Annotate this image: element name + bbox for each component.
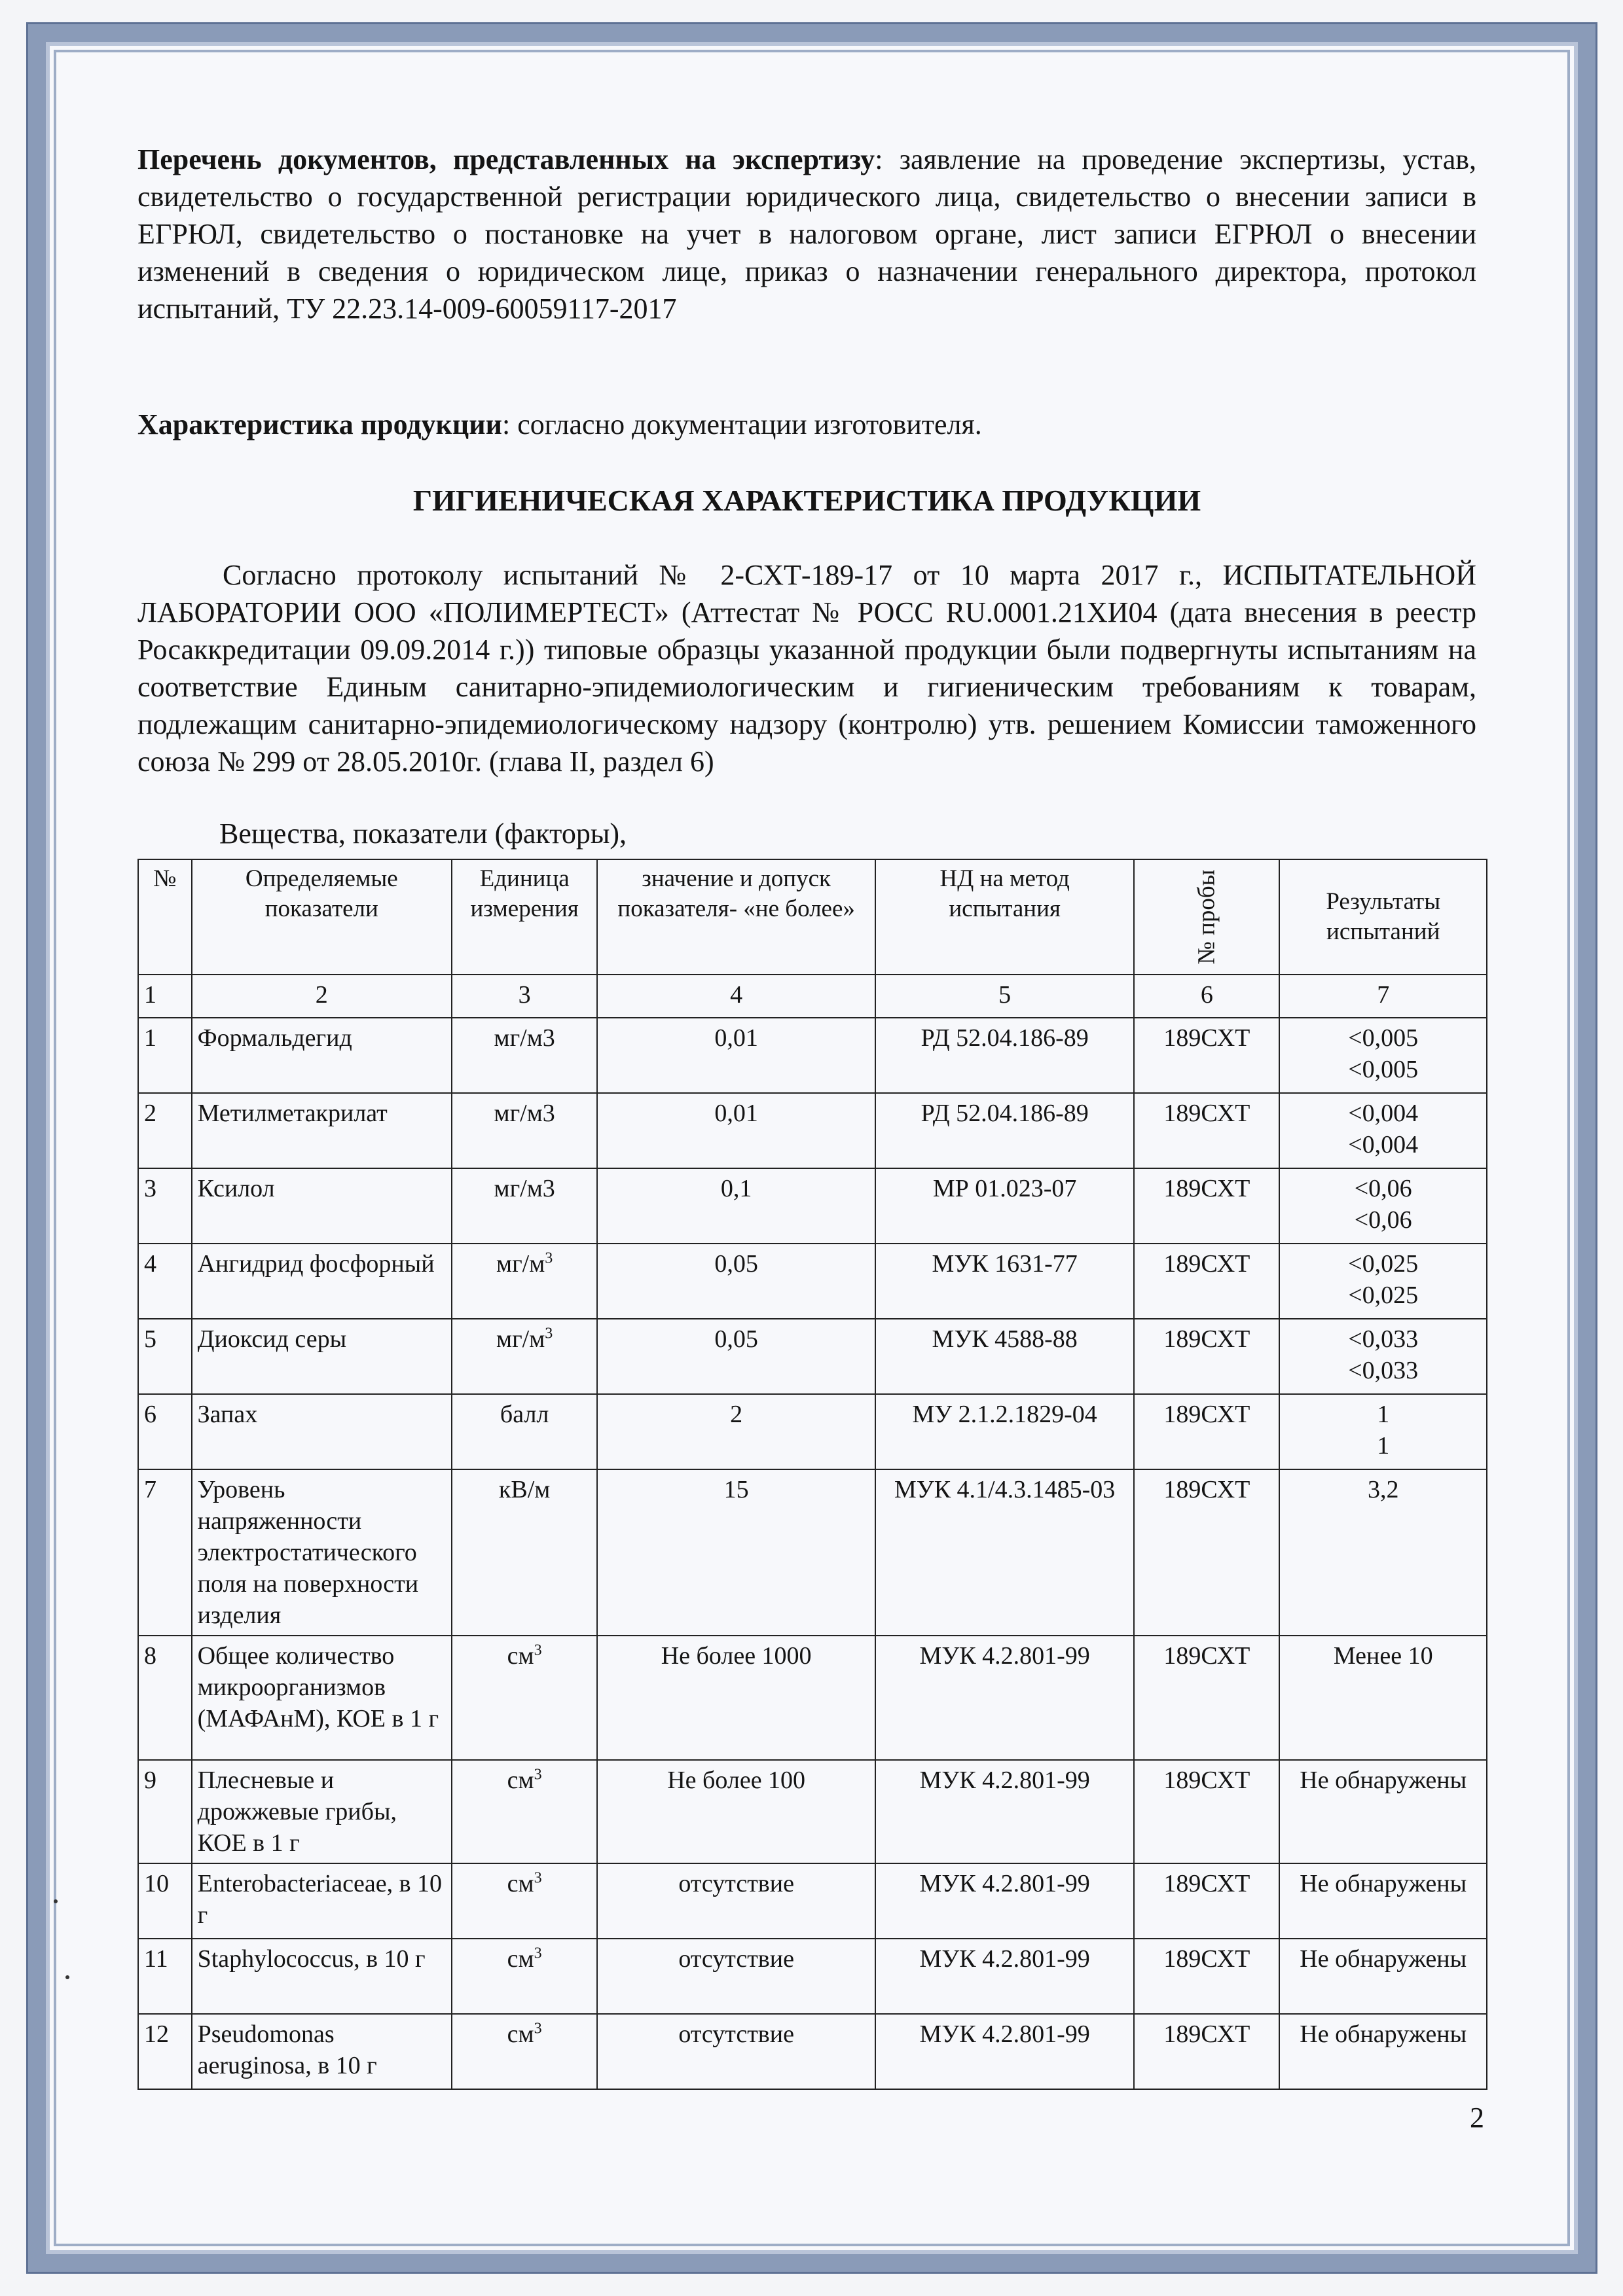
- scan-speck: [54, 1899, 58, 1903]
- result-cell-text: <0,005 <0,005: [1348, 1024, 1419, 1083]
- unit-cell: [452, 1939, 597, 2014]
- row-number: [138, 1939, 192, 2014]
- method-cell-text: РД 52.04.186-89: [921, 1024, 1089, 1052]
- results-table: [137, 859, 1487, 2090]
- method-cell-text: МУ 2.1.2.1829-04: [912, 1401, 1097, 1428]
- unit-cell: [452, 1469, 597, 1636]
- row-number-text: 4: [144, 1250, 156, 1278]
- result-cell-text: Менее 10: [1333, 1642, 1433, 1670]
- unit-cell-text: см: [507, 1870, 534, 1897]
- limit-cell: [597, 1760, 875, 1863]
- result-cell: [1279, 1018, 1487, 1093]
- unit-superscript: 3: [545, 1325, 553, 1342]
- indicator-name-text: Общее количество микроорганизмов (МАФАнМ), КОЕ в 1 г: [197, 1642, 439, 1732]
- sample-cell: [1134, 1168, 1279, 1244]
- unit-cell-text: кВ/м: [498, 1476, 551, 1503]
- result-cell-text: Не обнаружены: [1300, 1945, 1467, 1973]
- row-number: [138, 1018, 192, 1093]
- unit-cell: [452, 2014, 597, 2089]
- result-cell-text: Не обнаружены: [1300, 2020, 1467, 2048]
- sample-cell-text: 189СХТ: [1163, 1945, 1250, 1973]
- column-number: 4: [597, 975, 875, 1018]
- column-number: 7: [1279, 975, 1487, 1018]
- method-cell: [875, 2014, 1134, 2089]
- row-number: [138, 1760, 192, 1863]
- row-number-text: 1: [144, 1024, 156, 1052]
- limit-cell: [597, 1319, 875, 1394]
- limit-cell-text: 0,05: [714, 1250, 758, 1278]
- unit-cell: [452, 1863, 597, 1939]
- indicator-name: [192, 1760, 452, 1863]
- unit-cell: [452, 1636, 597, 1760]
- row-number: [138, 1168, 192, 1244]
- limit-cell: [597, 1168, 875, 1244]
- sample-cell: [1134, 1469, 1279, 1636]
- sample-cell: [1134, 1863, 1279, 1939]
- indicator-name: [192, 1018, 452, 1093]
- indicator-name-text: Диоксид серы: [197, 1325, 347, 1353]
- method-cell: [875, 1168, 1134, 1244]
- method-cell-text: РД 52.04.186-89: [921, 1100, 1089, 1127]
- indicator-name-text: Enterobacteriaceae, в 10 г: [197, 1870, 443, 1929]
- limit-cell-text: отсутствие: [678, 1870, 794, 1897]
- sample-cell: [1134, 1018, 1279, 1093]
- result-cell-text: 3,2: [1367, 1476, 1399, 1503]
- table-row: [138, 1168, 1487, 1244]
- sample-cell: [1134, 1939, 1279, 2014]
- sample-cell: [1134, 1636, 1279, 1760]
- column-number: 2: [192, 975, 452, 1018]
- unit-cell: [452, 1093, 597, 1168]
- row-number: [138, 1863, 192, 1939]
- sample-cell-text: 189СХТ: [1163, 1767, 1250, 1794]
- row-number-text: 2: [144, 1100, 156, 1127]
- row-number-text: 7: [144, 1476, 156, 1503]
- table-row: [138, 1939, 1487, 2014]
- column-number: 3: [452, 975, 597, 1018]
- limit-cell: [597, 1636, 875, 1760]
- result-cell-text: <0,025 <0,025: [1348, 1250, 1419, 1309]
- indicator-name: [192, 1093, 452, 1168]
- method-cell-text: МУК 4.2.801-99: [919, 1642, 1090, 1670]
- row-number: [138, 1244, 192, 1319]
- row-number-text: 11: [144, 1945, 168, 1973]
- result-cell: [1279, 1863, 1487, 1939]
- product-text: : согласно документации изготовителя.: [501, 408, 982, 440]
- section-heading: ГИГИЕНИЧЕСКАЯ ХАРАКТЕРИСТИКА ПРОДУКЦИИ: [412, 484, 1201, 517]
- indicator-name: [192, 1319, 452, 1394]
- method-cell-text: МУК 4.2.801-99: [919, 2020, 1090, 2048]
- column-number: 1: [138, 975, 192, 1018]
- indicator-name: [192, 1394, 452, 1469]
- sample-cell-text: 189СХТ: [1163, 1250, 1250, 1278]
- unit-cell-text: мг/м3: [494, 1100, 555, 1127]
- result-cell: [1279, 1093, 1487, 1168]
- indicator-name-text: Метилметакрилат: [197, 1100, 388, 1127]
- result-cell-text: <0,06 <0,06: [1354, 1175, 1412, 1234]
- row-number: [138, 1469, 192, 1636]
- documents-text: : заявление на проведение экспертизы, устав, свидетельство о государственной регистрации юридического лица, свидетельство о внесении записи в ЕГРЮЛ, свидетельство о постановке на учет в налоговом органе, лист записи ЕГРЮЛ о внесении изменений в сведения о юридическом лице, приказ о назначении генерального директора, протокол испытаний, ТУ 22.23.14-009-60059117-2017: [137, 143, 1476, 325]
- result-cell-text: Не обнаружены: [1300, 1870, 1467, 1897]
- scan-speck: [65, 1975, 69, 1979]
- unit-cell: [452, 1018, 597, 1093]
- result-cell: [1279, 1636, 1487, 1760]
- result-cell: [1279, 1244, 1487, 1319]
- page-number: 2: [1470, 2102, 1484, 2134]
- sample-cell-text: 189СХТ: [1163, 2020, 1250, 2048]
- limit-cell-text: 2: [730, 1401, 743, 1428]
- header-cell: [1134, 859, 1279, 975]
- header-cell: №: [138, 859, 192, 975]
- indicator-name-text: Плесневые и дрожжевые грибы, КОЕ в 1 г: [197, 1767, 397, 1857]
- sample-cell-text: 189СХТ: [1163, 1325, 1250, 1353]
- unit-cell-text: мг/м: [496, 1325, 545, 1353]
- row-number: [138, 2014, 192, 2089]
- unit-cell-text: см: [507, 1945, 534, 1973]
- indicator-name-text: Запах: [197, 1401, 258, 1428]
- result-cell: [1279, 2014, 1487, 2089]
- unit-cell: [452, 1244, 597, 1319]
- product-paragraph: [137, 406, 1476, 443]
- unit-superscript: 3: [534, 1766, 542, 1784]
- indicator-name: [192, 1168, 452, 1244]
- sample-cell-text: 189СХТ: [1163, 1024, 1250, 1052]
- unit-superscript: 3: [534, 1945, 542, 1962]
- unit-superscript: 3: [534, 1869, 542, 1887]
- row-number: [138, 1636, 192, 1760]
- row-number-text: 10: [144, 1870, 169, 1897]
- unit-cell-text: мг/м: [496, 1250, 545, 1278]
- method-cell-text: МУК 4.2.801-99: [919, 1945, 1090, 1973]
- result-cell: [1279, 1760, 1487, 1863]
- sample-cell: [1134, 2014, 1279, 2089]
- method-cell-text: МУК 4.1/4.3.1485-03: [894, 1476, 1116, 1503]
- limit-cell: [597, 1863, 875, 1939]
- result-cell-text: <0,033 <0,033: [1348, 1325, 1419, 1384]
- table-header-row: [138, 859, 1487, 975]
- result-cell-text: <0,004 <0,004: [1348, 1100, 1419, 1158]
- limit-cell-text: Не более 100: [667, 1767, 806, 1794]
- method-cell-text: МР 01.023-07: [932, 1175, 1077, 1202]
- method-cell-text: МУК 4588-88: [932, 1325, 1078, 1353]
- indicator-name-text: Pseudomonas aeruginosa, в 10 г: [197, 2020, 377, 2079]
- table-row: [138, 1760, 1487, 1863]
- unit-superscript: 3: [545, 1249, 553, 1267]
- method-cell: [875, 1018, 1134, 1093]
- method-cell: [875, 1636, 1134, 1760]
- unit-cell-text: см: [507, 1642, 534, 1670]
- row-number-text: 8: [144, 1642, 156, 1670]
- unit-superscript: 3: [534, 1641, 542, 1659]
- indicator-name: [192, 2014, 452, 2089]
- unit-cell-text: см: [507, 2020, 534, 2048]
- column-number-row: [138, 975, 1487, 1018]
- unit-cell-text: мг/м3: [494, 1024, 555, 1052]
- result-cell: [1279, 1939, 1487, 2014]
- row-number-text: 3: [144, 1175, 156, 1202]
- unit-cell-text: см: [507, 1767, 534, 1794]
- sample-cell: [1134, 1319, 1279, 1394]
- limit-cell-text: 0,1: [720, 1175, 752, 1202]
- limit-cell-text: Не более 1000: [661, 1642, 812, 1670]
- method-cell-text: МУК 1631-77: [932, 1250, 1078, 1278]
- sample-cell: [1134, 1244, 1279, 1319]
- header-cell: НД на метод испытания: [875, 859, 1134, 975]
- unit-cell: [452, 1168, 597, 1244]
- limit-cell-text: 15: [723, 1476, 749, 1503]
- limit-cell: [597, 1939, 875, 2014]
- method-cell: [875, 1319, 1134, 1394]
- table-row: [138, 1394, 1487, 1469]
- sample-cell: [1134, 1760, 1279, 1863]
- limit-cell-text: 0,05: [714, 1325, 758, 1353]
- limit-cell: [597, 1244, 875, 1319]
- sample-cell-text: 189СХТ: [1163, 1476, 1250, 1503]
- indicator-name: [192, 1244, 452, 1319]
- limit-cell-text: 0,01: [714, 1024, 758, 1052]
- method-cell: [875, 1093, 1134, 1168]
- result-cell-text: 1 1: [1377, 1401, 1390, 1460]
- table-row: [138, 1093, 1487, 1168]
- documents-label: Перечень документов, представленных на экспертизу: [137, 143, 875, 175]
- method-cell: [875, 1939, 1134, 2014]
- indicator-name-text: Формальдегид: [197, 1024, 352, 1052]
- row-number-text: 5: [144, 1325, 156, 1353]
- indicator-name: [192, 1636, 452, 1760]
- method-cell: [875, 1863, 1134, 1939]
- unit-cell-text: мг/м3: [494, 1175, 555, 1202]
- method-cell: [875, 1760, 1134, 1863]
- table-row: [138, 1319, 1487, 1394]
- row-number-text: 12: [144, 2020, 169, 2048]
- header-cell: Определяемые показатели: [192, 859, 452, 975]
- table-row: [138, 1863, 1487, 1939]
- sample-cell-text: 189СХТ: [1163, 1642, 1250, 1670]
- unit-cell: [452, 1760, 597, 1863]
- header-cell: Результаты испытаний: [1279, 859, 1487, 975]
- indicator-name: [192, 1469, 452, 1636]
- table-row: [138, 1469, 1487, 1636]
- sample-cell: [1134, 1394, 1279, 1469]
- substances-caption: Вещества, показатели (факторы),: [219, 817, 627, 850]
- limit-cell-text: отсутствие: [678, 2020, 794, 2048]
- limit-cell-text: 0,01: [714, 1100, 758, 1127]
- indicator-name: [192, 1863, 452, 1939]
- method-cell: [875, 1244, 1134, 1319]
- unit-cell: [452, 1319, 597, 1394]
- unit-cell: [452, 1394, 597, 1469]
- indicator-name: [192, 1939, 452, 2014]
- result-cell: [1279, 1319, 1487, 1394]
- result-cell: [1279, 1469, 1487, 1636]
- limit-cell: [597, 1018, 875, 1093]
- unit-superscript: 3: [534, 2020, 542, 2037]
- unit-cell-text: балл: [500, 1401, 549, 1428]
- result-cell: [1279, 1394, 1487, 1469]
- indicator-name-text: Ксилол: [197, 1175, 275, 1202]
- table-row: [138, 1018, 1487, 1093]
- product-label: Характеристика продукции: [137, 408, 502, 440]
- header-cell: Единица измерения: [452, 859, 597, 975]
- protocol-paragraph: Согласно протоколу испытаний № 2-СХТ-189-17 от 10 марта 2017 г., ИСПЫТАТЕЛЬНОЙ ЛАБОРАТОРИИ ООО «ПОЛИМЕРТЕСТ» (Аттестат № РОСС RU.0001.21ХИ04 (дата внесения в реестр Росаккредитации 09.09.2014 г.)) типовые образцы указанной продукции были подвергнуты испытаниям на соответствие Единым санитарно-эпидемиологическим и гигиеническим требованиям к товарам, подлежащим санитарно-эпидемиологическому надзору (контролю) утв. решением Комиссии таможенного союза № 299 от 28.05.2010г. (глава II, раздел 6): [137, 559, 1476, 778]
- indicator-name-text: Staphylococcus, в 10 г: [197, 1945, 426, 1973]
- limit-cell: [597, 1394, 875, 1469]
- header-cell: значение и допуск показателя- «не более»: [597, 859, 875, 975]
- result-cell: [1279, 1168, 1487, 1244]
- row-number: [138, 1394, 192, 1469]
- method-cell: [875, 1469, 1134, 1636]
- sample-cell-text: 189СХТ: [1163, 1870, 1250, 1897]
- result-cell-text: Не обнаружены: [1300, 1767, 1467, 1794]
- limit-cell: [597, 2014, 875, 2089]
- documents-paragraph: [137, 141, 1476, 327]
- sample-cell-text: 189СХТ: [1163, 1401, 1250, 1428]
- limit-cell: [597, 1093, 875, 1168]
- indicator-name-text: Ангидрид фосфорный: [197, 1250, 435, 1278]
- method-cell-text: МУК 4.2.801-99: [919, 1767, 1090, 1794]
- method-cell-text: МУК 4.2.801-99: [919, 1870, 1090, 1897]
- indicator-name-text: Уровень напряженности электростатического поля на поверхности изделия: [197, 1476, 419, 1629]
- table-row: [138, 1636, 1487, 1760]
- table-row: [138, 2014, 1487, 2089]
- method-cell: [875, 1394, 1134, 1469]
- table-row: [138, 1244, 1487, 1319]
- limit-cell: [597, 1469, 875, 1636]
- sample-cell: [1134, 1093, 1279, 1168]
- row-number-text: 9: [144, 1767, 156, 1794]
- limit-cell-text: отсутствие: [678, 1945, 794, 1973]
- column-number: 5: [875, 975, 1134, 1018]
- row-number-text: 6: [144, 1401, 156, 1428]
- sample-cell-text: 189СХТ: [1163, 1100, 1250, 1127]
- row-number: [138, 1319, 192, 1394]
- sample-cell-text: 189СХТ: [1163, 1175, 1250, 1202]
- row-number: [138, 1093, 192, 1168]
- column-number: 6: [1134, 975, 1279, 1018]
- sample-header-text: № пробы: [1193, 869, 1220, 965]
